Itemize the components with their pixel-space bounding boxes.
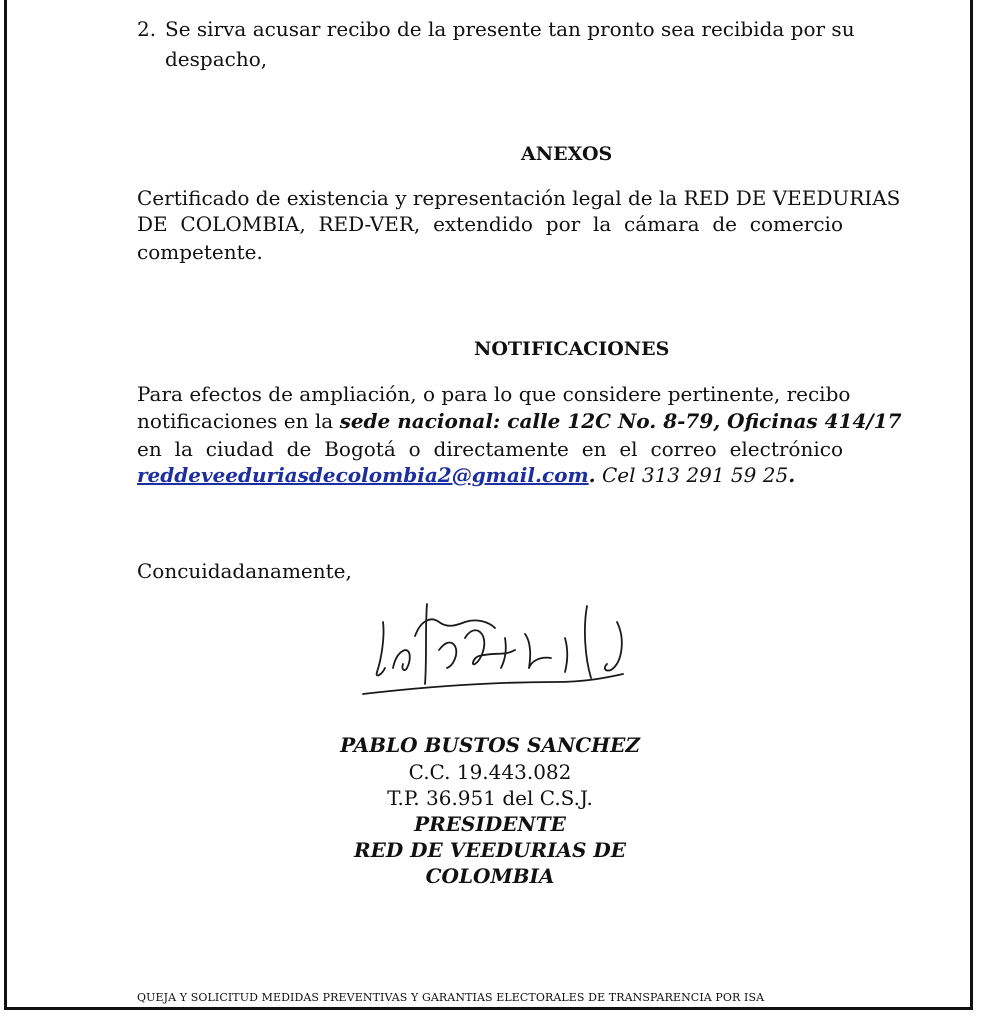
sede-nacional-address: sede nacional: calle 12C No. 8-79, Oficinas 414/17 [339,409,902,433]
signatory-name: PABLO BUSTOS SANCHEZ [340,733,640,757]
notificaciones-line4 [137,462,795,488]
handwritten-signature [355,598,645,706]
notificaciones-line2 [137,408,902,434]
final-dot: . [788,463,796,487]
cel-phone: Cel 313 291 59 25 [595,463,789,487]
anexos-line3: competente. [137,240,263,264]
page-footer: QUEJA Y SOLICITUD MEDIDAS PREVENTIVAS Y GARANTIAS ELECTORALES DE TRANSPARENCIA POR ISA [137,991,765,1004]
list-number: 2. [137,17,157,41]
notificaciones-line1: Para efectos de ampliación, o para lo que considere pertinente, recibo [137,382,851,406]
signatory-org: RED DE VEEDURIAS DE COLOMBIA [353,838,626,888]
anexos-line1: Certificado de existencia y representación legal de la RED DE VEEDURIAS [137,186,901,210]
anexos-heading: ANEXOS [521,143,613,165]
notificaciones-line3: en la ciudad de Bogotá o directamente en el correo electrónico [137,437,843,461]
notificaciones-heading: NOTIFICACIONES [474,338,670,360]
email-link[interactable]: reddeveeduriasdecolombia2@gmail.com [137,463,589,487]
item2-line2: despacho, [165,47,268,71]
signatory-role: PRESIDENTE [414,812,566,836]
email-dot: . [588,463,596,487]
notificaciones-line2-text: notificaciones en la [137,409,340,433]
signatory-tp: T.P. 36.951 del C.S.J. [387,786,593,810]
closing-text: Concuidadanamente, [137,559,352,583]
signatory-cc: C.C. 19.443.082 [408,760,572,784]
item2-line1: Se sirva acusar recibo de la presente tan pronto sea recibida por su [165,17,855,41]
anexos-line2: DE COLOMBIA, RED-VER, extendido por la cámara de comercio [137,212,843,236]
